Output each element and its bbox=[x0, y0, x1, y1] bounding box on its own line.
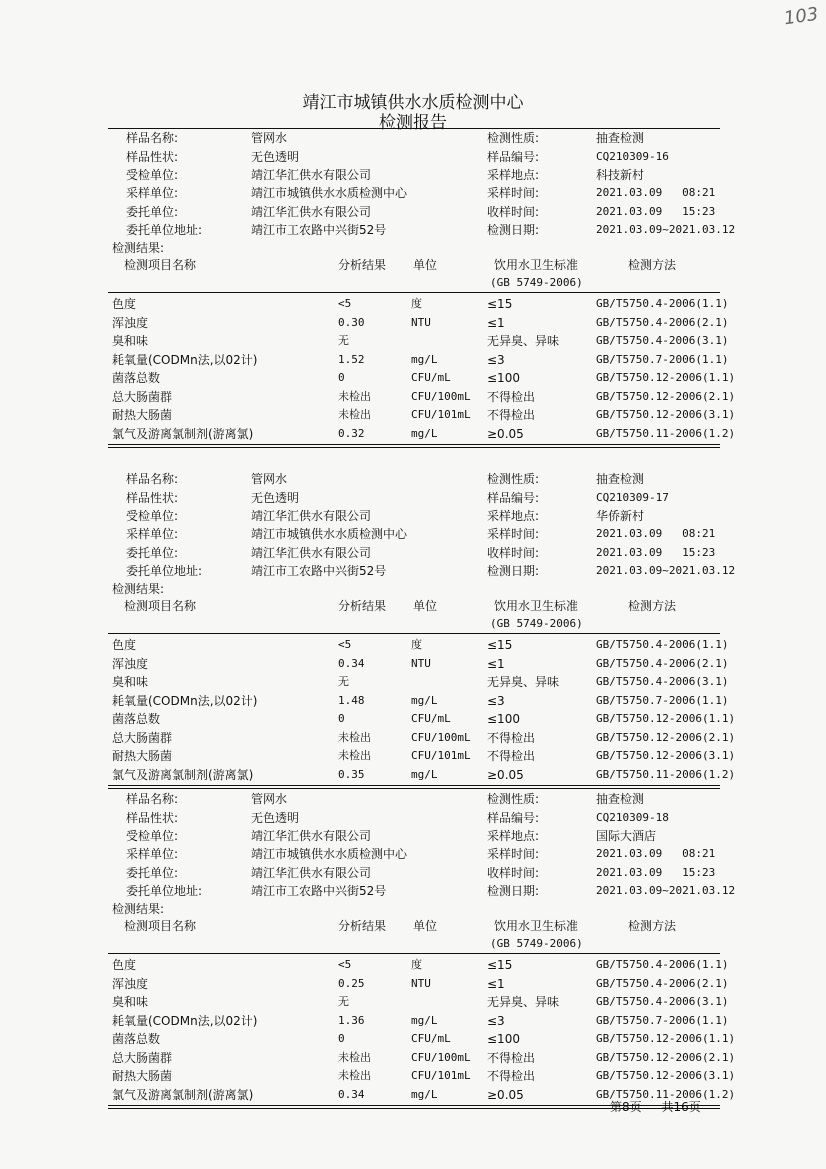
row-item-name: 总大肠菌群 bbox=[112, 1051, 173, 1065]
row-standard: 无异臭、异味 bbox=[487, 995, 560, 1009]
row-result: 1.48 bbox=[338, 694, 365, 707]
row-result: 未检出 bbox=[338, 749, 371, 762]
col-method-header: 检测方法 bbox=[628, 258, 677, 272]
label-receive-time: 收样时间: bbox=[487, 546, 540, 560]
row-method: GB/T5750.7-2006(1.1) bbox=[596, 694, 729, 707]
value-client-address: 靖江市工农路中兴街52号 bbox=[251, 564, 387, 578]
row-method: GB/T5750.4-2006(2.1) bbox=[596, 977, 729, 990]
row-result: 无 bbox=[338, 995, 349, 1008]
label-sampling-time: 采样时间: bbox=[487, 186, 540, 200]
row-result: 0.34 bbox=[338, 1088, 365, 1101]
label-sample-state: 样品性状: bbox=[126, 150, 179, 164]
value-test-date: 2021.03.09~2021.03.12 bbox=[596, 223, 736, 236]
section-bottom-rule bbox=[108, 444, 720, 445]
label-nature: 检测性质: bbox=[487, 792, 540, 806]
label-client-address: 委托单位地址: bbox=[126, 223, 203, 237]
col-standard-subheader: (GB 5749-2006) bbox=[490, 937, 583, 950]
row-unit: NTU bbox=[411, 977, 431, 990]
row-method: GB/T5750.12-2006(1.1) bbox=[596, 1032, 736, 1045]
row-unit: CFU/100mL bbox=[411, 731, 471, 744]
label-sample-name: 样品名称: bbox=[126, 792, 179, 806]
value-test-date: 2021.03.09~2021.03.12 bbox=[596, 884, 736, 897]
label-receive-time: 收样时间: bbox=[487, 205, 540, 219]
col-unit-header: 单位 bbox=[413, 258, 438, 272]
row-method: GB/T5750.11-2006(1.2) bbox=[596, 768, 736, 781]
value-sampling-unit: 靖江市城镇供水水质检测中心 bbox=[251, 847, 408, 861]
value-sample-state: 无色透明 bbox=[251, 150, 300, 164]
value-client-unit: 靖江华汇供水有限公司 bbox=[251, 866, 372, 880]
row-method: GB/T5750.4-2006(2.1) bbox=[596, 657, 729, 670]
row-method: GB/T5750.7-2006(1.1) bbox=[596, 1014, 729, 1027]
row-item-name: 色度 bbox=[112, 958, 137, 972]
row-unit: CFU/101mL bbox=[411, 1069, 471, 1082]
row-result: 无 bbox=[338, 334, 349, 347]
row-standard: 不得检出 bbox=[487, 390, 536, 404]
row-method: GB/T5750.12-2006(2.1) bbox=[596, 390, 736, 403]
row-method: GB/T5750.4-2006(3.1) bbox=[596, 675, 729, 688]
row-result: 0 bbox=[338, 1032, 345, 1045]
label-test-date: 检测日期: bbox=[487, 223, 540, 237]
col-item-header: 检测项目名称 bbox=[124, 919, 197, 933]
row-standard: ≤100 bbox=[487, 712, 520, 726]
row-standard: 无异臭、异味 bbox=[487, 334, 560, 348]
value-sampling-time: 2021.03.09 08:21 bbox=[596, 847, 716, 860]
report-title: 检测报告 bbox=[379, 113, 447, 133]
row-standard: 不得检出 bbox=[487, 731, 536, 745]
label-client-address: 委托单位地址: bbox=[126, 564, 203, 578]
label-client-unit: 委托单位: bbox=[126, 205, 179, 219]
value-client-unit: 靖江华汇供水有限公司 bbox=[251, 546, 372, 560]
section-double-rule bbox=[108, 447, 720, 448]
value-sampling-unit: 靖江市城镇供水水质检测中心 bbox=[251, 527, 408, 541]
row-standard: ≤1 bbox=[487, 977, 505, 991]
row-unit: mg/L bbox=[411, 768, 438, 781]
value-receive-time: 2021.03.09 15:23 bbox=[596, 546, 716, 559]
row-item-name: 总大肠菌群 bbox=[112, 731, 173, 745]
row-result: 0.34 bbox=[338, 657, 365, 670]
label-sampling-site: 采样地点: bbox=[487, 829, 540, 843]
label-test-date: 检测日期: bbox=[487, 884, 540, 898]
row-method: GB/T5750.4-2006(2.1) bbox=[596, 316, 729, 329]
value-inspected-unit: 靖江华汇供水有限公司 bbox=[251, 509, 372, 523]
row-standard: ≤15 bbox=[487, 297, 513, 311]
section-bottom-rule bbox=[108, 785, 720, 786]
value-client-address: 靖江市工农路中兴街52号 bbox=[251, 223, 387, 237]
value-sampling-site: 华侨新村 bbox=[596, 509, 645, 523]
col-result-header: 分析结果 bbox=[338, 599, 387, 613]
row-method: GB/T5750.4-2006(3.1) bbox=[596, 995, 729, 1008]
row-standard: 不得检出 bbox=[487, 1051, 536, 1065]
top-rule bbox=[108, 128, 720, 129]
row-result: 0.35 bbox=[338, 768, 365, 781]
row-method: GB/T5750.12-2006(3.1) bbox=[596, 749, 736, 762]
row-standard: ≥0.05 bbox=[487, 1088, 524, 1102]
value-nature: 抽查检测 bbox=[596, 131, 645, 145]
col-standard-subheader: (GB 5749-2006) bbox=[490, 276, 583, 289]
row-result: 1.52 bbox=[338, 353, 365, 366]
row-method: GB/T5750.4-2006(1.1) bbox=[596, 638, 729, 651]
row-unit: 度 bbox=[411, 958, 422, 971]
value-client-unit: 靖江华汇供水有限公司 bbox=[251, 205, 372, 219]
row-item-name: 色度 bbox=[112, 638, 137, 652]
row-item-name: 浑浊度 bbox=[112, 657, 149, 671]
row-standard: ≤1 bbox=[487, 316, 505, 330]
value-nature: 抽查检测 bbox=[596, 472, 645, 486]
row-item-name: 耐热大肠菌 bbox=[112, 408, 173, 422]
col-unit-header: 单位 bbox=[413, 919, 438, 933]
row-item-name: 菌落总数 bbox=[112, 712, 161, 726]
row-unit: 度 bbox=[411, 297, 422, 310]
value-inspected-unit: 靖江华汇供水有限公司 bbox=[251, 829, 372, 843]
row-unit: mg/L bbox=[411, 694, 438, 707]
label-sampling-time: 采样时间: bbox=[487, 847, 540, 861]
org-title: 靖江市城镇供水水质检测中心 bbox=[302, 93, 524, 113]
row-item-name: 浑浊度 bbox=[112, 316, 149, 330]
value-test-date: 2021.03.09~2021.03.12 bbox=[596, 564, 736, 577]
value-sample-no: CQ210309-18 bbox=[596, 811, 669, 824]
row-unit: CFU/100mL bbox=[411, 390, 471, 403]
label-receive-time: 收样时间: bbox=[487, 866, 540, 880]
handwritten-page-mark: 103 bbox=[782, 3, 820, 30]
row-item-name: 菌落总数 bbox=[112, 1032, 161, 1046]
row-unit: CFU/mL bbox=[411, 712, 451, 725]
row-item-name: 耐热大肠菌 bbox=[112, 749, 173, 763]
row-standard: 不得检出 bbox=[487, 749, 536, 763]
row-item-name: 菌落总数 bbox=[112, 371, 161, 385]
label-client-unit: 委托单位: bbox=[126, 546, 179, 560]
row-standard: ≥0.05 bbox=[487, 768, 524, 782]
row-unit: CFU/101mL bbox=[411, 408, 471, 421]
col-item-header: 检测项目名称 bbox=[124, 599, 197, 613]
row-item-name: 色度 bbox=[112, 297, 137, 311]
value-sample-name: 管网水 bbox=[251, 472, 288, 486]
row-method: GB/T5750.4-2006(1.1) bbox=[596, 297, 729, 310]
label-inspected-unit: 受检单位: bbox=[126, 168, 179, 182]
row-item-name: 耗氧量(CODMn法,以02计) bbox=[112, 694, 258, 708]
row-item-name: 臭和味 bbox=[112, 995, 149, 1009]
value-sampling-time: 2021.03.09 08:21 bbox=[596, 186, 716, 199]
row-unit: CFU/mL bbox=[411, 1032, 451, 1045]
row-standard: ≤100 bbox=[487, 371, 520, 385]
row-result: 未检出 bbox=[338, 390, 371, 403]
label-sampling-site: 采样地点: bbox=[487, 168, 540, 182]
row-standard: 不得检出 bbox=[487, 1069, 536, 1083]
label-client-address: 委托单位地址: bbox=[126, 884, 203, 898]
value-receive-time: 2021.03.09 15:23 bbox=[596, 205, 716, 218]
row-item-name: 总大肠菌群 bbox=[112, 390, 173, 404]
value-sampling-unit: 靖江市城镇供水水质检测中心 bbox=[251, 186, 408, 200]
row-item-name: 浑浊度 bbox=[112, 977, 149, 991]
row-standard: ≤3 bbox=[487, 1014, 505, 1028]
row-result: 0.30 bbox=[338, 316, 365, 329]
col-result-header: 分析结果 bbox=[338, 919, 387, 933]
header-rule bbox=[108, 953, 720, 954]
col-method-header: 检测方法 bbox=[628, 919, 677, 933]
row-method: GB/T5750.12-2006(2.1) bbox=[596, 1051, 736, 1064]
row-standard: ≤15 bbox=[487, 958, 513, 972]
label-test-date: 检测日期: bbox=[487, 564, 540, 578]
row-result: 无 bbox=[338, 675, 349, 688]
header-rule bbox=[108, 633, 720, 634]
row-item-name: 臭和味 bbox=[112, 675, 149, 689]
row-standard: ≤15 bbox=[487, 638, 513, 652]
value-sampling-site: 国际大酒店 bbox=[596, 829, 657, 843]
row-method: GB/T5750.12-2006(2.1) bbox=[596, 731, 736, 744]
label-sample-name: 样品名称: bbox=[126, 472, 179, 486]
page-number: 第8页 bbox=[610, 1100, 642, 1114]
row-result: 0 bbox=[338, 712, 345, 725]
row-method: GB/T5750.4-2006(3.1) bbox=[596, 334, 729, 347]
row-method: GB/T5750.12-2006(3.1) bbox=[596, 408, 736, 421]
row-result: 未检出 bbox=[338, 408, 371, 421]
col-standard-header: 饮用水卫生标准 bbox=[494, 599, 579, 613]
label-nature: 检测性质: bbox=[487, 472, 540, 486]
row-unit: 度 bbox=[411, 638, 422, 651]
label-sample-state: 样品性状: bbox=[126, 811, 179, 825]
row-unit: CFU/100mL bbox=[411, 1051, 471, 1064]
label-inspected-unit: 受检单位: bbox=[126, 829, 179, 843]
row-standard: ≤3 bbox=[487, 694, 505, 708]
row-item-name: 氯气及游离氯制剂(游离氯) bbox=[112, 768, 254, 782]
row-result: 0.25 bbox=[338, 977, 365, 990]
row-unit: mg/L bbox=[411, 1088, 438, 1101]
row-item-name: 耐热大肠菌 bbox=[112, 1069, 173, 1083]
value-sampling-time: 2021.03.09 08:21 bbox=[596, 527, 716, 540]
row-item-name: 臭和味 bbox=[112, 334, 149, 348]
col-standard-subheader: (GB 5749-2006) bbox=[490, 617, 583, 630]
label-sample-no: 样品编号: bbox=[487, 491, 540, 505]
row-result: <5 bbox=[338, 297, 352, 310]
row-result: 未检出 bbox=[338, 1051, 371, 1064]
row-result: 0 bbox=[338, 371, 345, 384]
row-method: GB/T5750.11-2006(1.2) bbox=[596, 1088, 736, 1101]
page-footer bbox=[610, 1098, 701, 1115]
row-unit: mg/L bbox=[411, 353, 438, 366]
value-client-address: 靖江市工农路中兴街52号 bbox=[251, 884, 387, 898]
label-sampling-unit: 采样单位: bbox=[126, 847, 179, 861]
row-unit: mg/L bbox=[411, 1014, 438, 1027]
col-standard-header: 饮用水卫生标准 bbox=[494, 919, 579, 933]
row-item-name: 氯气及游离氯制剂(游离氯) bbox=[112, 1088, 254, 1102]
label-results: 检测结果: bbox=[112, 582, 165, 596]
value-sample-no: CQ210309-17 bbox=[596, 491, 669, 504]
row-unit: CFU/101mL bbox=[411, 749, 471, 762]
col-unit-header: 单位 bbox=[413, 599, 438, 613]
col-standard-header: 饮用水卫生标准 bbox=[494, 258, 579, 272]
row-method: GB/T5750.7-2006(1.1) bbox=[596, 353, 729, 366]
row-item-name: 氯气及游离氯制剂(游离氯) bbox=[112, 427, 254, 441]
label-inspected-unit: 受检单位: bbox=[126, 509, 179, 523]
row-method: GB/T5750.4-2006(1.1) bbox=[596, 958, 729, 971]
row-unit: mg/L bbox=[411, 427, 438, 440]
section-double-rule bbox=[108, 788, 720, 789]
label-client-unit: 委托单位: bbox=[126, 866, 179, 880]
row-method: GB/T5750.11-2006(1.2) bbox=[596, 427, 736, 440]
label-sampling-time: 采样时间: bbox=[487, 527, 540, 541]
row-method: GB/T5750.12-2006(1.1) bbox=[596, 371, 736, 384]
page-total: 共16页 bbox=[661, 1100, 701, 1114]
row-item-name: 耗氧量(CODMn法,以02计) bbox=[112, 1014, 258, 1028]
row-method: GB/T5750.12-2006(1.1) bbox=[596, 712, 736, 725]
row-standard: ≤3 bbox=[487, 353, 505, 367]
value-receive-time: 2021.03.09 15:23 bbox=[596, 866, 716, 879]
row-standard: 不得检出 bbox=[487, 408, 536, 422]
label-sample-no: 样品编号: bbox=[487, 150, 540, 164]
value-sampling-site: 科技新村 bbox=[596, 168, 645, 182]
row-result: 0.32 bbox=[338, 427, 365, 440]
label-results: 检测结果: bbox=[112, 902, 165, 916]
row-unit: CFU/mL bbox=[411, 371, 451, 384]
value-sample-state: 无色透明 bbox=[251, 811, 300, 825]
label-sample-name: 样品名称: bbox=[126, 131, 179, 145]
row-result: <5 bbox=[338, 958, 352, 971]
label-sampling-unit: 采样单位: bbox=[126, 527, 179, 541]
label-nature: 检测性质: bbox=[487, 131, 540, 145]
row-standard: ≤1 bbox=[487, 657, 505, 671]
row-result: 未检出 bbox=[338, 1069, 371, 1082]
value-inspected-unit: 靖江华汇供水有限公司 bbox=[251, 168, 372, 182]
row-standard: ≥0.05 bbox=[487, 427, 524, 441]
header-rule bbox=[108, 292, 720, 293]
col-method-header: 检测方法 bbox=[628, 599, 677, 613]
value-sample-state: 无色透明 bbox=[251, 491, 300, 505]
row-item-name: 耗氧量(CODMn法,以02计) bbox=[112, 353, 258, 367]
col-result-header: 分析结果 bbox=[338, 258, 387, 272]
row-result: 未检出 bbox=[338, 731, 371, 744]
row-standard: 无异臭、异味 bbox=[487, 675, 560, 689]
label-sample-state: 样品性状: bbox=[126, 491, 179, 505]
value-nature: 抽查检测 bbox=[596, 792, 645, 806]
label-sample-no: 样品编号: bbox=[487, 811, 540, 825]
value-sample-name: 管网水 bbox=[251, 792, 288, 806]
row-unit: NTU bbox=[411, 316, 431, 329]
label-results: 检测结果: bbox=[112, 241, 165, 255]
value-sample-name: 管网水 bbox=[251, 131, 288, 145]
label-sampling-site: 采样地点: bbox=[487, 509, 540, 523]
label-sampling-unit: 采样单位: bbox=[126, 186, 179, 200]
row-unit: NTU bbox=[411, 657, 431, 670]
row-standard: ≤100 bbox=[487, 1032, 520, 1046]
value-sample-no: CQ210309-16 bbox=[596, 150, 669, 163]
col-item-header: 检测项目名称 bbox=[124, 258, 197, 272]
row-method: GB/T5750.12-2006(3.1) bbox=[596, 1069, 736, 1082]
row-result: 1.36 bbox=[338, 1014, 365, 1027]
row-result: <5 bbox=[338, 638, 352, 651]
